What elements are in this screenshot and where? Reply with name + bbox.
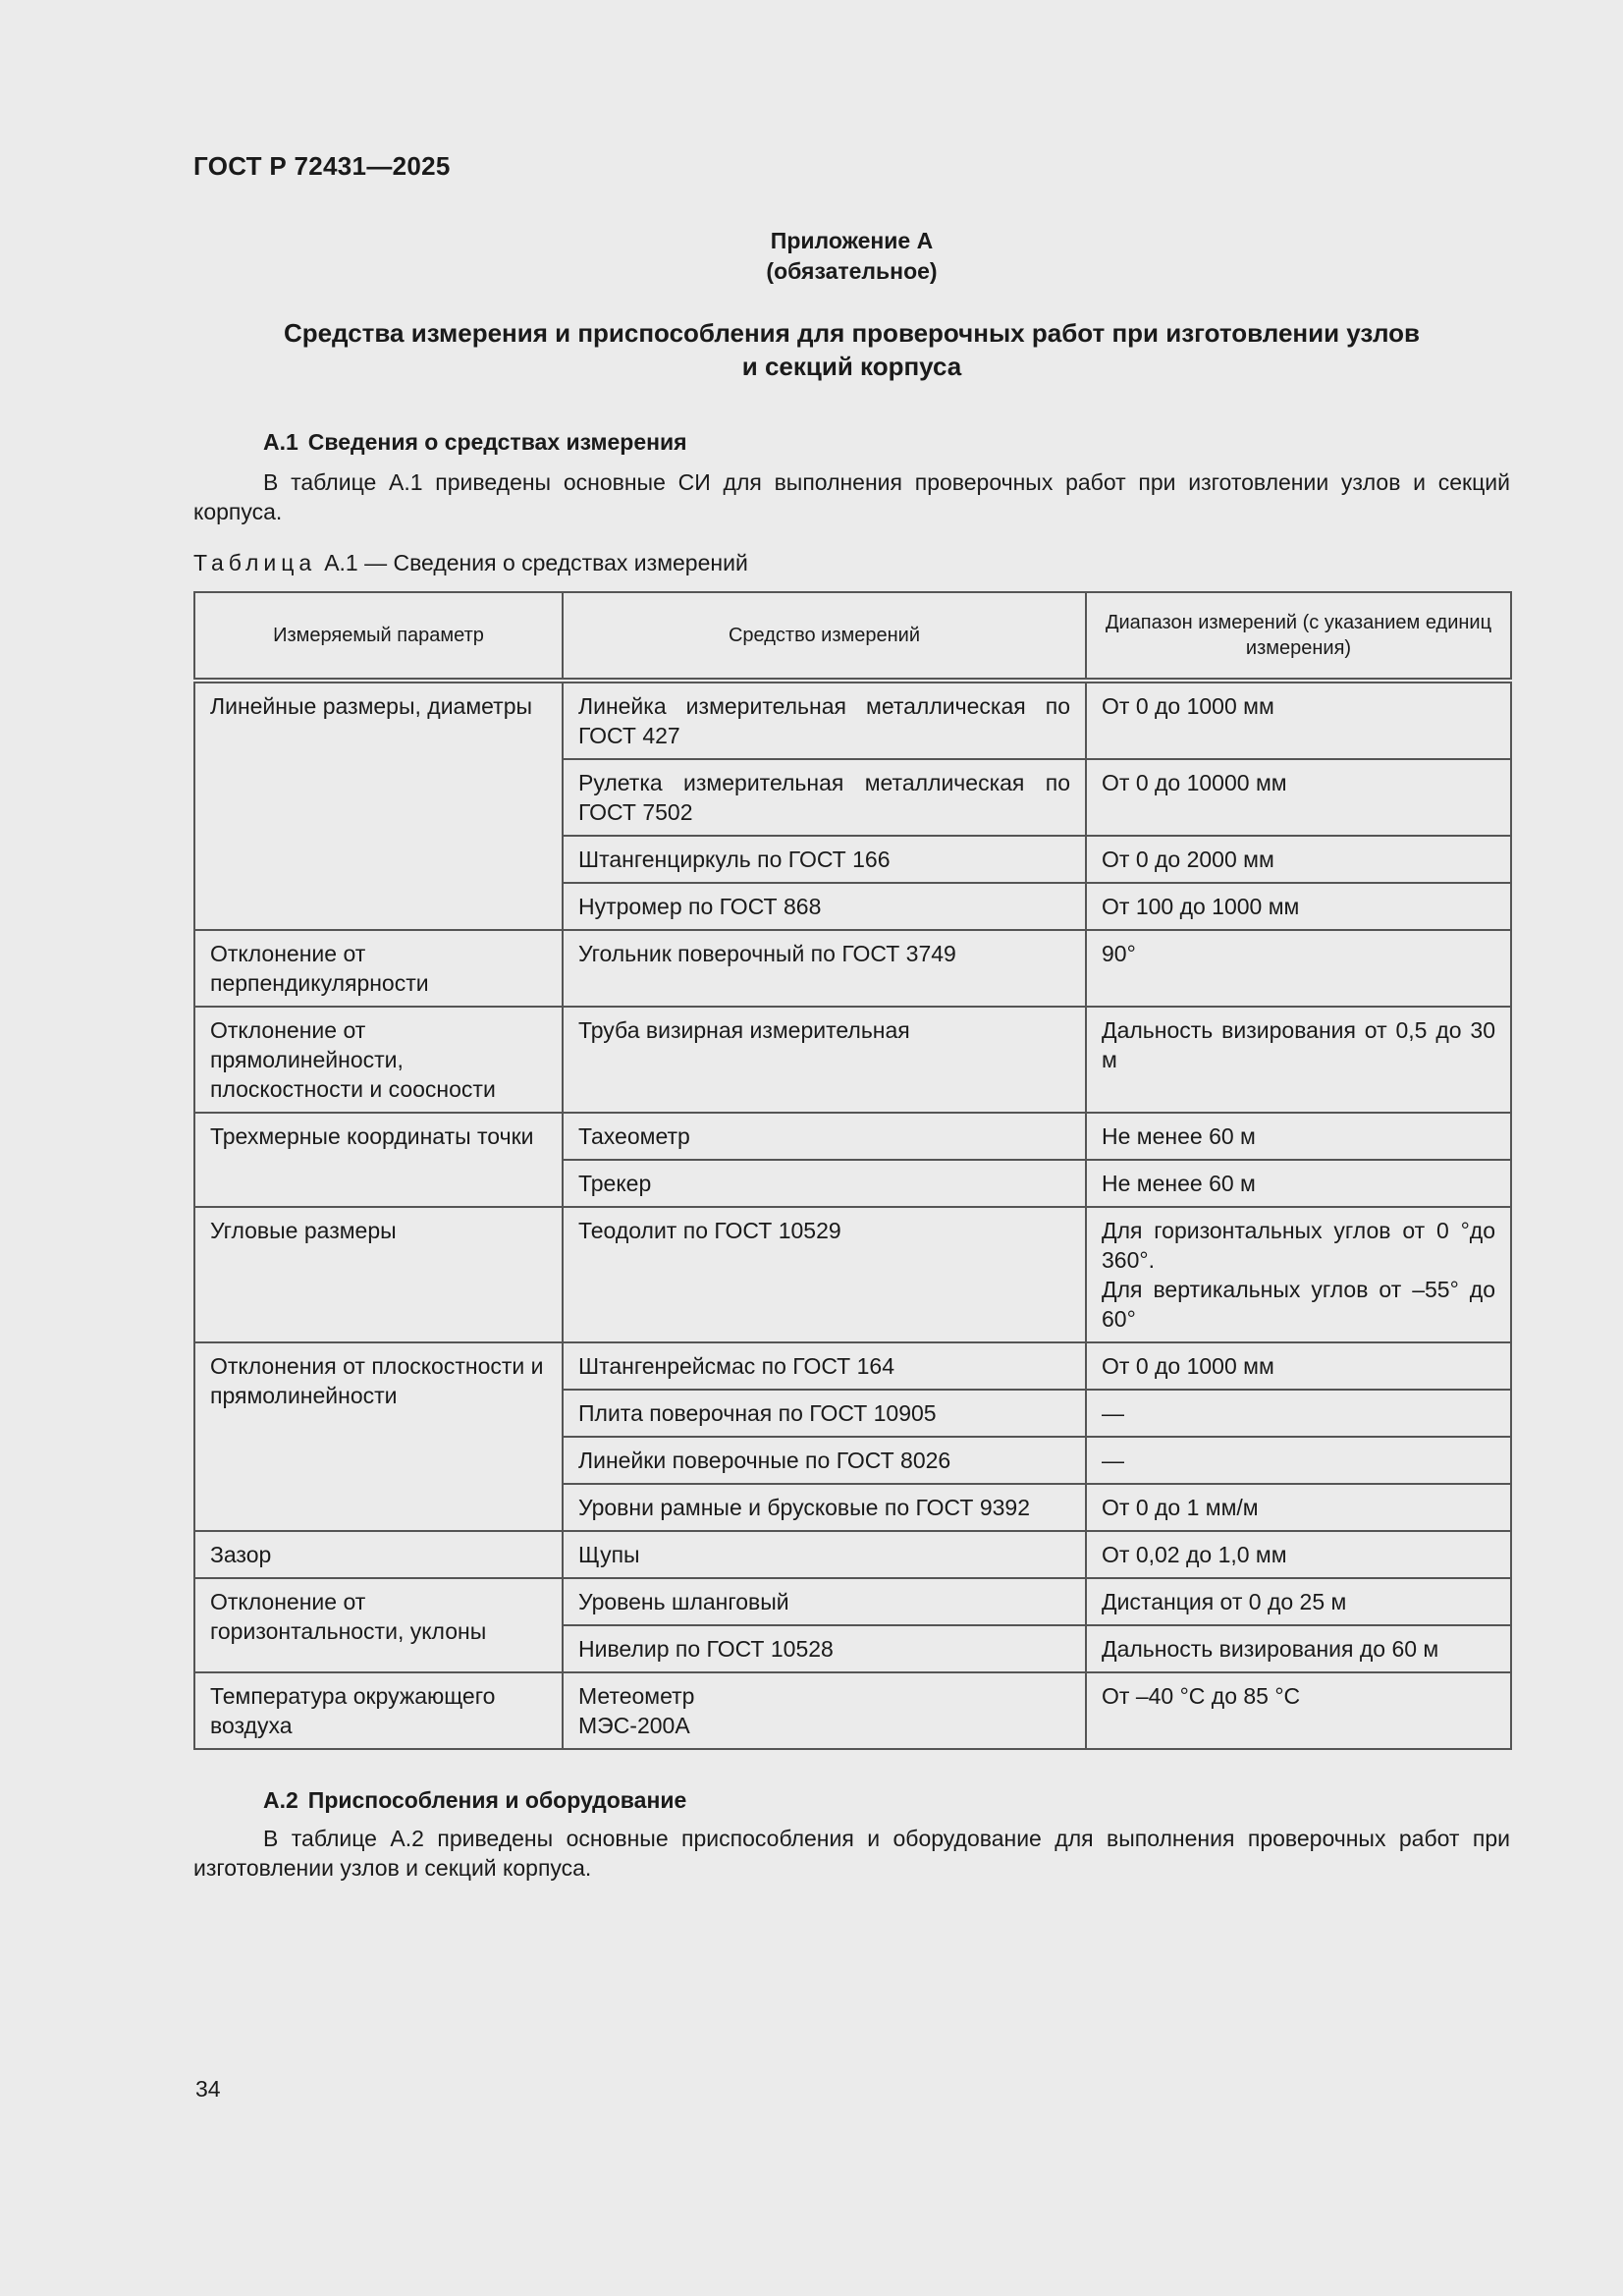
range-cell (1086, 1207, 1511, 1342)
section-a1-heading (263, 429, 687, 456)
section-a1-paragraph: В таблице А.1 приведены основные СИ для выполнения проверочных работ при изготовлении узлов и секций корпуса. (193, 469, 1510, 524)
parameter-cell: Трехмерные координаты точки (194, 1113, 563, 1207)
page-number: 34 (195, 2076, 221, 2102)
header-instrument: Средство измерений (563, 592, 1086, 681)
instrument-cell: Линейки поверочные по ГОСТ 8026 (563, 1437, 1086, 1484)
header-range: Диапазон измерений (с указанием единиц измерения) (1086, 592, 1511, 681)
table-caption-text: А.1 — Сведения о средствах измерений (324, 550, 748, 575)
table-row (194, 1578, 1511, 1625)
range-cell: Дальность визирования от 0,5 до 30 м (1086, 1007, 1511, 1113)
instrument-cell: Угольник поверочный по ГОСТ 3749 (563, 930, 1086, 1007)
section-a2-title: Приспособления и оборудование (307, 1787, 687, 1813)
title-line-2: и секций корпуса (741, 352, 962, 381)
section-a2-number: А.2 (263, 1787, 298, 1813)
instrument-cell: Теодолит по ГОСТ 10529 (563, 1207, 1086, 1342)
range-cell: От 0 до 10000 мм (1086, 759, 1511, 836)
table-row (194, 1342, 1511, 1390)
table-row (194, 1113, 1511, 1160)
table-caption (193, 550, 748, 576)
range-cell: От 0 до 1000 мм (1086, 681, 1511, 759)
instrument-cell: Рулетка измерительная металлическая по ГОСТ 7502 (563, 759, 1086, 836)
instrument-cell: Штангенрейсмас по ГОСТ 164 (563, 1342, 1086, 1390)
instrument-name: Метеометр (578, 1683, 695, 1709)
parameter-cell: Температура окружающего воздуха (194, 1672, 563, 1749)
parameter-cell: Линейные размеры, диаметры (194, 681, 563, 930)
range-cell: От 0 до 2000 мм (1086, 836, 1511, 883)
instrument-cell: Нивелир по ГОСТ 10528 (563, 1625, 1086, 1672)
range-horizontal: Для горизонтальных углов от 0 °до 360°. (1102, 1218, 1495, 1273)
table-row (194, 1531, 1511, 1578)
instrument-cell: Штангенциркуль по ГОСТ 166 (563, 836, 1086, 883)
instrument-cell: Плита поверочная по ГОСТ 10905 (563, 1390, 1086, 1437)
instrument-cell: Нутромер по ГОСТ 868 (563, 883, 1086, 930)
instrument-model: МЭС-200А (578, 1713, 690, 1738)
section-a2-paragraph: В таблице А.2 приведены основные приспособления и оборудование для выполнения проверочных работ при изготовлении узлов и секций корпуса. (193, 1826, 1510, 1881)
table-header-row (194, 592, 1511, 681)
range-vertical: Для вертикальных углов от –55° до 60° (1102, 1277, 1495, 1332)
range-cell: Не менее 60 м (1086, 1160, 1511, 1207)
appendix-main-title (193, 316, 1510, 383)
range-cell: От –40 °С до 85 °С (1086, 1672, 1511, 1749)
range-cell: От 100 до 1000 мм (1086, 883, 1511, 930)
measurement-instruments-table (193, 591, 1512, 1750)
parameter-cell: Зазор (194, 1531, 563, 1578)
instrument-cell (563, 1672, 1086, 1749)
instrument-cell: Линейка измерительная металлическая по ГОСТ 427 (563, 681, 1086, 759)
document-code: ГОСТ Р 72431—2025 (193, 151, 451, 181)
parameter-cell: Отклонение от прямолинейности, плоскостности и соосности (194, 1007, 563, 1113)
range-cell: От 0 до 1 мм/м (1086, 1484, 1511, 1531)
header-parameter: Измеряемый параметр (194, 592, 563, 681)
table-row (194, 930, 1511, 1007)
range-cell: Дальность визирования до 60 м (1086, 1625, 1511, 1672)
table-row (194, 1672, 1511, 1749)
range-cell: — (1086, 1437, 1511, 1484)
range-cell: 90° (1086, 930, 1511, 1007)
instrument-cell: Труба визирная измерительная (563, 1007, 1086, 1113)
instrument-cell: Щупы (563, 1531, 1086, 1578)
range-cell: От 0,02 до 1,0 мм (1086, 1531, 1511, 1578)
instrument-cell: Уровень шланговый (563, 1578, 1086, 1625)
range-cell: От 0 до 1000 мм (1086, 1342, 1511, 1390)
parameter-cell: Отклонение от горизонтальности, уклоны (194, 1578, 563, 1672)
table-row (194, 1007, 1511, 1113)
section-a1-title: Сведения о средствах измерения (307, 429, 687, 455)
appendix-heading (193, 226, 1510, 287)
appendix-status: (обязательное) (766, 258, 938, 284)
table-row (194, 1207, 1511, 1342)
parameter-cell: Угловые размеры (194, 1207, 563, 1342)
instrument-cell: Уровни рамные и брусковые по ГОСТ 9392 (563, 1484, 1086, 1531)
range-cell: Не менее 60 м (1086, 1113, 1511, 1160)
section-a1-number: А.1 (263, 429, 298, 455)
range-cell: Дистанция от 0 до 25 м (1086, 1578, 1511, 1625)
title-line-1: Средства измерения и приспособления для проверочных работ при изготовлении узлов (283, 318, 1421, 348)
parameter-cell: Отклонение от перпендикулярности (194, 930, 563, 1007)
section-a2-heading (263, 1787, 686, 1814)
instrument-cell: Тахеометр (563, 1113, 1086, 1160)
instrument-cell: Трекер (563, 1160, 1086, 1207)
range-cell: — (1086, 1390, 1511, 1437)
table-caption-word: Таблица (193, 550, 317, 575)
table-row (194, 681, 1511, 759)
parameter-cell: Отклонения от плоскостности и прямолинейности (194, 1342, 563, 1531)
appendix-title: Приложение А (770, 228, 934, 253)
